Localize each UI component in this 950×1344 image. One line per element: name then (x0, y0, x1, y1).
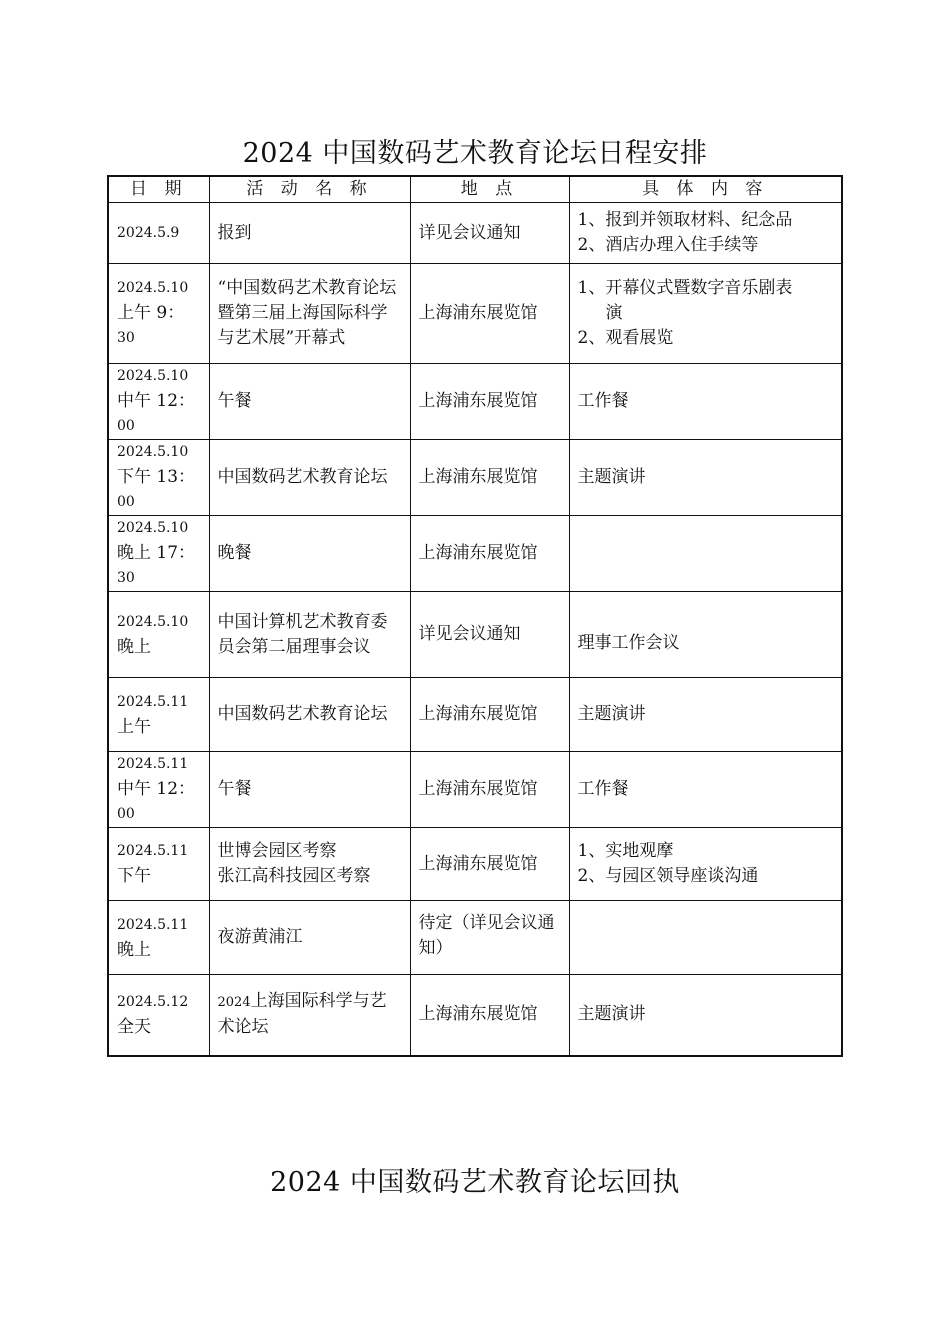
place-cell: 待定（详见会议通知） (410, 901, 569, 975)
header-date: 日 期 (108, 176, 209, 203)
place-cell: 详见会议通知 (410, 592, 569, 678)
table-row (108, 678, 842, 752)
detail-item: 2、与园区领导座谈沟通 (577, 866, 759, 886)
activity-cell: 晚餐 (209, 516, 410, 592)
date-cell (108, 901, 209, 975)
table-row (108, 901, 842, 975)
time-text: 上午 (117, 716, 151, 737)
activity-line: 张江高科技园区考察 (217, 866, 371, 886)
date-text: 2024.5.10 (117, 280, 189, 296)
detail-item: 1、报到并领取材料、纪念品 (577, 210, 793, 230)
activity-cell: 中国数码艺术教育论坛 (209, 440, 410, 516)
date-text: 2024.5.10 (117, 368, 189, 384)
place-cell: 上海浦东展览馆 (410, 678, 569, 752)
details-cell: 主题演讲 (569, 440, 842, 516)
date-cell (108, 828, 209, 901)
place-cell: 上海浦东展览馆 (410, 264, 569, 364)
time-text: 下午 13： (117, 467, 196, 487)
place-cell: 上海浦东展览馆 (410, 828, 569, 901)
table-row (108, 364, 842, 440)
table-row (108, 264, 842, 364)
detail-item: 2、观看展览 (577, 328, 674, 348)
activity-line: 世博会园区考察 (217, 841, 337, 861)
activity-text: 上海国际科学与艺术论坛 (217, 991, 387, 1038)
place-cell: 上海浦东展览馆 (410, 752, 569, 828)
time-text-cont: 00 (117, 806, 135, 822)
time-text: 晚上 (117, 939, 151, 960)
details-cell (569, 516, 842, 592)
date-cell (108, 264, 209, 364)
activity-cell: 中国数码艺术教育论坛 (209, 678, 410, 752)
activity-cell: 午餐 (209, 364, 410, 440)
details-cell: 主题演讲 (569, 678, 842, 752)
details-cell: 工作餐 (569, 752, 842, 828)
activity-cell: 午餐 (209, 752, 410, 828)
time-text-cont: 30 (117, 330, 135, 346)
activity-cell: 中国计算机艺术教育委员会第二届理事会议 (209, 592, 410, 678)
date-text: 2024.5.11 (117, 756, 189, 772)
activity-year: 2024 (217, 995, 251, 1011)
place-cell: 上海浦东展览馆 (410, 440, 569, 516)
time-text: 全天 (117, 1016, 151, 1037)
date-text: 2024.5.10 (117, 520, 189, 536)
time-text: 中午 12： (117, 391, 196, 411)
date-text: 2024.5.12 (117, 993, 189, 1010)
detail-item: 1、开幕仪式暨数字音乐剧表 (577, 278, 793, 298)
date-cell (108, 752, 209, 828)
date-text: 2024.5.10 (117, 613, 189, 630)
table-header-row (108, 176, 842, 203)
time-text: 晚上 (117, 636, 151, 657)
date-cell (108, 592, 209, 678)
time-text: 中午 12： (117, 779, 196, 799)
date-cell (108, 364, 209, 440)
details-cell: 理事工作会议 (569, 592, 842, 678)
place-cell: 详见会议通知 (410, 203, 569, 264)
date-cell (108, 678, 209, 752)
place-cell: 上海浦东展览馆 (410, 975, 569, 1056)
detail-item: 1、实地观摩 (577, 841, 674, 861)
details-cell (569, 828, 842, 901)
time-text-cont: 30 (117, 570, 135, 586)
activity-cell (209, 828, 410, 901)
date-text: 2024.5.11 (117, 693, 189, 710)
receipt-title: 2024 中国数码艺术教育论坛回执 (270, 1167, 680, 1198)
details-cell: 主题演讲 (569, 975, 842, 1056)
detail-item-cont: 演 (605, 303, 623, 323)
table-row (108, 592, 842, 678)
details-cell (569, 264, 842, 364)
place-cell: 上海浦东展览馆 (410, 516, 569, 592)
header-activity: 活 动 名 称 (209, 176, 410, 203)
header-details: 具 体 内 容 (569, 176, 842, 203)
details-cell: 工作餐 (569, 364, 842, 440)
table-row (108, 752, 842, 828)
date-text: 2024.5.11 (117, 916, 189, 933)
activity-cell: “中国数码艺术教育论坛暨第三届上海国际科学与艺术展”开幕式 (209, 264, 410, 364)
date-cell (108, 203, 209, 264)
place-cell: 上海浦东展览馆 (410, 364, 569, 440)
date-cell (108, 975, 209, 1056)
table-row (108, 516, 842, 592)
activity-cell: 报到 (209, 203, 410, 264)
date-cell (108, 440, 209, 516)
date-text: 2024.5.11 (117, 843, 189, 859)
table-row (108, 203, 842, 264)
date-text: 2024.5.10 (117, 444, 189, 460)
table-row (108, 828, 842, 901)
time-text: 下午 (117, 866, 151, 886)
header-place: 地 点 (410, 176, 569, 203)
time-text-cont: 00 (117, 494, 135, 510)
time-text-cont: 00 (117, 418, 135, 434)
time-text: 上午 9： (117, 303, 185, 323)
table-row (108, 975, 842, 1056)
details-cell (569, 203, 842, 264)
date-cell (108, 516, 209, 592)
schedule-title: 2024 中国数码艺术教育论坛日程安排 (242, 138, 708, 169)
details-cell (569, 901, 842, 975)
table-row (108, 440, 842, 516)
time-text: 晚上 17： (117, 543, 196, 563)
activity-cell (209, 975, 410, 1056)
activity-cell: 夜游黄浦江 (209, 901, 410, 975)
detail-item: 2、酒店办理入住手续等 (577, 235, 759, 255)
date-text: 2024.5.9 (117, 224, 180, 241)
schedule-table (107, 175, 843, 1057)
